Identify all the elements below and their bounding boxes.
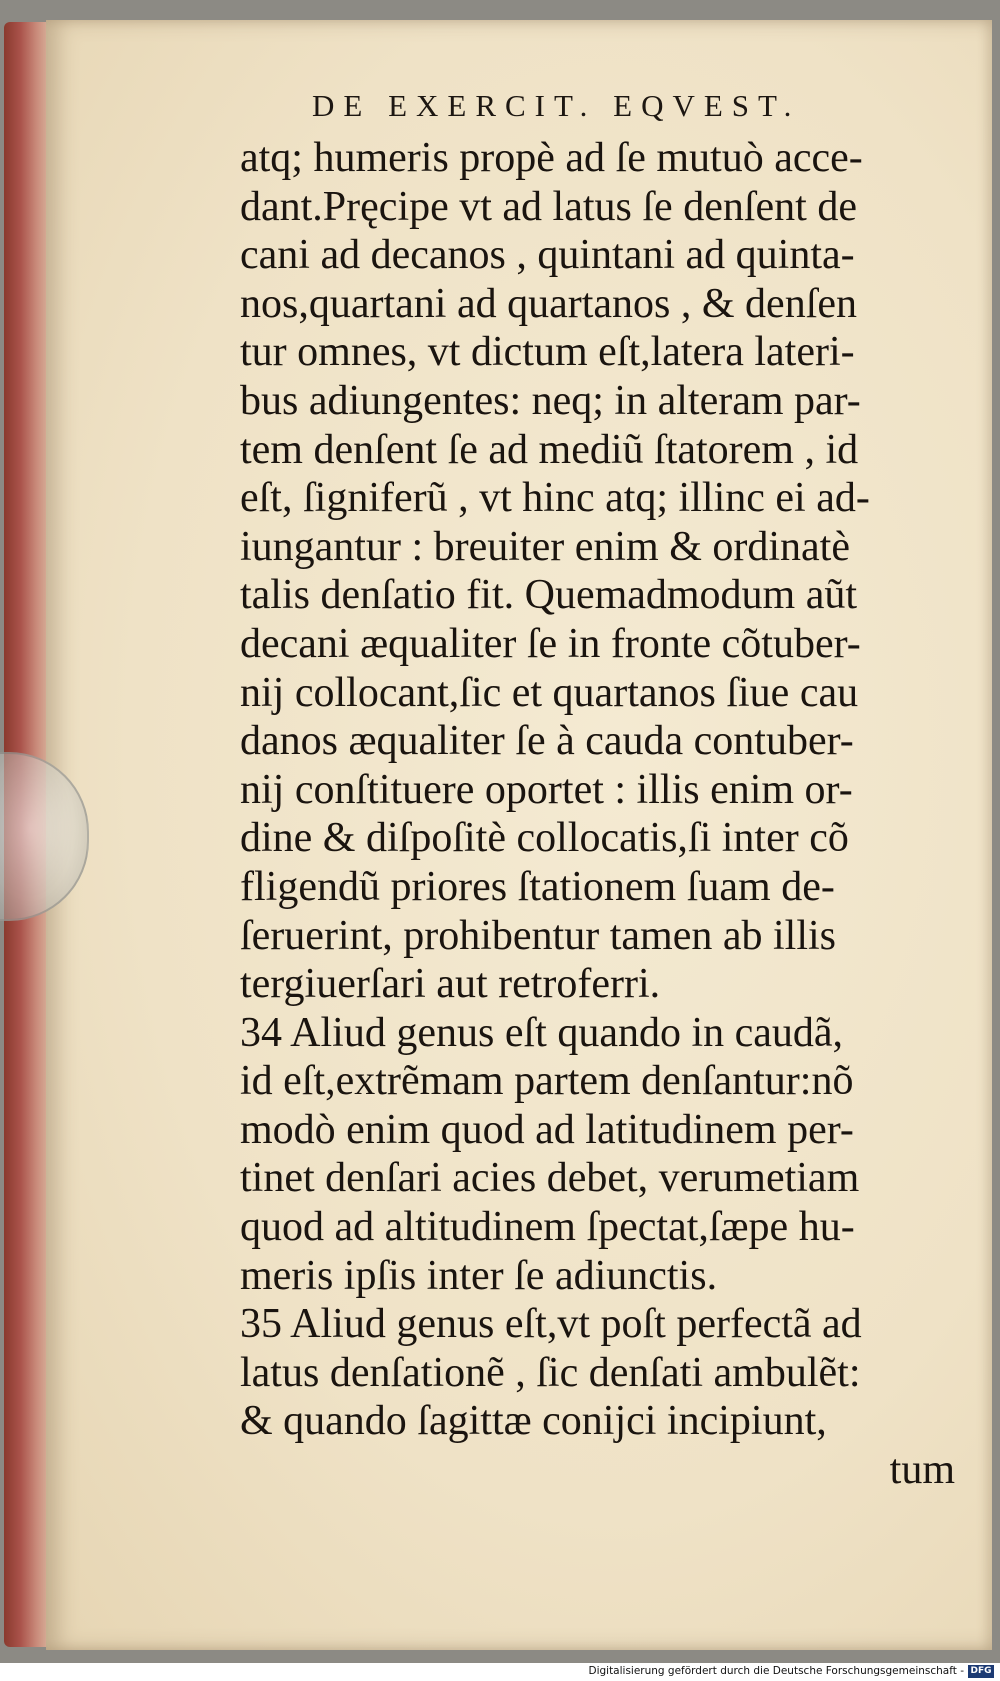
- text-line: nij conſtituere oportet : illis enim or-: [240, 766, 853, 813]
- text-line: id eſt,extrẽmam partem denſantur:nõ: [240, 1058, 854, 1105]
- running-head: DE EXERCIT. EQVEST.: [312, 88, 801, 123]
- text-line: tem denſent ſe ad mediũ ſtatorem , id: [240, 426, 859, 473]
- text-line: talis denſatio fit. Quemadmodum aũt: [240, 572, 858, 619]
- text-line: cani ad decanos , quintani ad quinta-: [240, 232, 855, 279]
- text-line: atq; humeris propè ad ſe mutuò acce-: [240, 135, 863, 181]
- text-line: dine & diſpoſitè collocatis,ſi inter cõ: [240, 815, 849, 862]
- text-line: meris ipſis inter ſe adiunctis.: [240, 1252, 718, 1299]
- text-line: iungantur : breuiter enim & ordinatè: [240, 523, 850, 570]
- text-line: ſeruerint, prohibentur tamen ab illis: [240, 912, 836, 959]
- text-line: latus denſationẽ , ſic denſati ambulẽt:: [240, 1349, 861, 1396]
- footer-bar: [0, 1663, 1000, 1681]
- dfg-logo-icon: DFG: [968, 1665, 994, 1678]
- text-line: modò enim quod ad latitudinem per-: [240, 1106, 854, 1153]
- text-line: eſt, ſigniferũ , vt hinc atq; illinc ei ad-: [240, 475, 870, 522]
- text-line: tergiuerſari aut retroferri.: [240, 961, 661, 1008]
- text-line: fligendũ priores ſtationem ſuam de-: [240, 863, 835, 910]
- text-line: nos,quartani ad quartanos , & denſen: [240, 280, 857, 327]
- text-line: 35 Aliud genus eſt,vt poſt perfectã ad: [240, 1301, 862, 1348]
- text-line: quod ad altitudinem ſpectat,ſæpe hu-: [240, 1204, 855, 1251]
- text-line: tinet denſari acies debet, verumetiam: [240, 1155, 860, 1202]
- text-line: & quando ſagittæ conijci incipiunt,: [240, 1398, 827, 1445]
- footer-credit: Digitalisierung gefördert durch die Deutsche Forschungsgemeinschaft -: [588, 1665, 964, 1677]
- text-line: nij collocant,ſic et quartanos ſiue cau: [240, 669, 859, 716]
- text-line: dant.Pręcipe vt ad latus ſe denſent de: [240, 183, 857, 230]
- text-line: bus adiungentes: neq; in alteram par-: [240, 377, 861, 424]
- catchword: tum: [889, 1447, 955, 1494]
- text-line: tur omnes, vt dictum eſt,latera lateri-: [240, 329, 855, 376]
- text-block: [240, 134, 955, 1495]
- text-line: decani æqualiter ſe in fronte cõtuber-: [240, 620, 861, 667]
- text-line: 34 Aliud genus eſt quando in caudã,: [240, 1009, 844, 1056]
- text-line: danos æqualiter ſe à cauda contuber-: [240, 718, 854, 765]
